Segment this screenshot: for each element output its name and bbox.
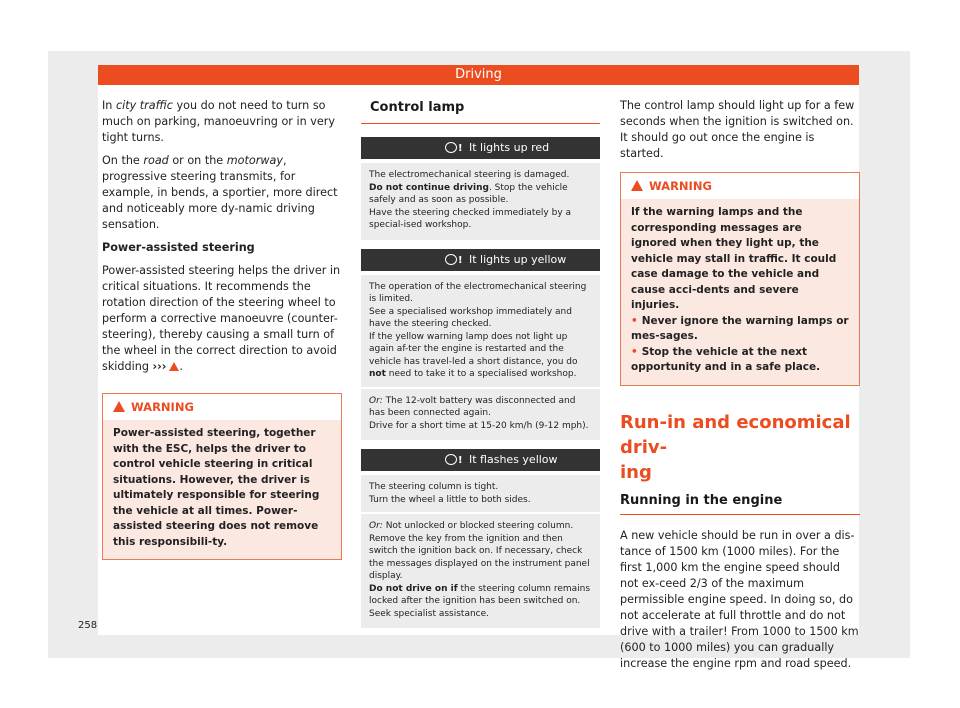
lamp-description-line: Turn the wheel a little to both sides. — [369, 494, 531, 505]
lamp-description-line: Have the steering checked immediately by a special-ised workshop. — [369, 207, 572, 230]
paragraph-power-assisted: Power-assisted steering helps the driver in critical situations. It recommends the rotation direction of the steering wheel to perform a corrective manoeuvre (counter-steering), thereby causing a small turn of the wheel in the correct direction to avoid skidding ››› . — [102, 264, 341, 373]
lamp-description-block — [369, 281, 592, 381]
warning-text: Power-assisted steering, together with the ESC, helps the driver to control vehicle steering in critical situations. However, the driver is ultimately responsible for steering the vehicle at all times. Power-assisted steering does not remove this responsibili-ty. — [113, 427, 320, 548]
lamp-description-line: The operation of the electromechanical steering is limited. — [369, 281, 587, 304]
section-title-control-lamp: Control lamp — [361, 98, 600, 124]
section-run-in — [620, 410, 860, 672]
warning-text: If the warning lamps and the corresponding messages are ignored when they light up, the vehicle may stall in traffic. It could case damage to the vehicle and cause acci-dents and severe injuries. — [631, 206, 837, 311]
heading-power-assisted-steering: Power-assisted steering — [102, 241, 255, 254]
warning-header: WARNING — [103, 394, 341, 420]
bullet-icon: • — [631, 314, 638, 327]
bullet-icon: • — [631, 345, 638, 358]
column-right — [620, 98, 860, 672]
control-lamp-table — [361, 137, 600, 628]
lamp-description-line: The electromechanical steering is damaged. — [369, 170, 570, 180]
steering-warning-lamp-icon — [445, 142, 457, 153]
warning-bullet: • Stop the vehicle at the next opportunity and in a safe place. — [631, 345, 821, 373]
lamp-description-line: Or: Not unlocked or blocked steering column. — [369, 521, 574, 531]
warning-body — [621, 199, 859, 385]
lamp-description-line: Remove the key from the ignition and then switch the ignition back on. If necessary, check the messages displayed on the instrument panel display. — [369, 533, 590, 581]
lamp-description-block — [369, 169, 592, 232]
cross-reference-arrows[interactable]: ››› — [152, 360, 167, 373]
lamp-status-header — [361, 249, 600, 271]
steering-warning-lamp-icon — [445, 254, 457, 265]
section-title-run-in-cont: ing — [620, 461, 652, 483]
lamp-status-header — [361, 137, 600, 159]
lamp-description — [361, 163, 600, 240]
paragraph-control-lamp: The control lamp should light up for a few seconds when the ignition is switched on. It should go out once the engine is started. — [620, 99, 855, 160]
lamp-description-line: Or: The 12-volt battery was disconnected and has been connected again. — [369, 395, 576, 418]
subtitle-running-in: Running in the engine — [620, 493, 860, 515]
lamp-description — [361, 475, 600, 628]
lamp-description-line: Do not drive on if the steering column remains locked after the ignition has been switched on. Seek specialist assistance. — [369, 583, 591, 619]
warning-triangle-icon — [631, 180, 643, 191]
lamp-entry — [361, 449, 600, 628]
paragraph-road-motorway: On the road or on the motorway, progressive steering transmits, for example, in bends, a sportier, more direct and noticeably more dy-namic driving sensation. — [102, 154, 338, 231]
lamp-description-line: Do not continue driving. Stop the vehicle safely and as soon as possible. — [369, 182, 568, 205]
lamp-entry — [361, 137, 600, 240]
lamp-description-line: The steering column is tight. — [369, 482, 499, 492]
lamp-description-block — [361, 512, 600, 620]
lamp-status-header — [361, 449, 600, 471]
warning-triangle-icon — [113, 401, 125, 412]
warning-box-lamps — [620, 172, 860, 386]
lamp-description-block — [361, 387, 600, 433]
page-number: 258 — [78, 620, 98, 631]
lamp-description-line: If the yellow warning lamp does not light up again af-ter the engine is restarted and the vehicle has travel-led a short distance, you do not need to take it to a specialised workshop. — [369, 331, 578, 379]
lamp-status-label: It lights up red — [469, 141, 550, 154]
warning-box-steering — [102, 393, 342, 560]
column-middle — [361, 98, 600, 637]
column-left — [102, 98, 342, 560]
lamp-entry — [361, 249, 600, 441]
lamp-description-line: Drive for a short time at 15-20 km/h (9-12 mph). — [369, 420, 589, 431]
paragraph-city-traffic: In city traffic you do not need to turn so much on parking, manoeuvring or in very tight turns. — [102, 99, 335, 144]
chapter-header: Driving — [98, 65, 859, 85]
lamp-status-label: It lights up yellow — [469, 252, 567, 266]
lamp-description — [361, 275, 600, 441]
paragraph-running-in: A new vehicle should be run in over a dis-tance of 1500 km (1000 miles). For the first 1,000 km the engine speed should not ex-ceed 2/3 of the maximum permissible engine speed. In doing so, do not accelerate at full throttle and do not drive with a trailer! From 1000 to 1500 km (600 to 1000 miles) you can gradually increase the engine rpm and road speed. — [620, 528, 859, 670]
lamp-status-label: It flashes yellow — [469, 453, 558, 466]
warning-reference-icon[interactable] — [169, 362, 179, 371]
warning-header: WARNING — [621, 173, 859, 199]
section-title-run-in: Run-in and economical driv- — [620, 411, 851, 458]
warning-bullet: • Never ignore the warning lamps or mes-sages. — [631, 314, 849, 342]
lamp-description-line: See a specialised workshop immediately and have the steering checked. — [369, 306, 572, 329]
steering-warning-lamp-icon — [445, 454, 457, 465]
lamp-description-block — [369, 481, 592, 506]
